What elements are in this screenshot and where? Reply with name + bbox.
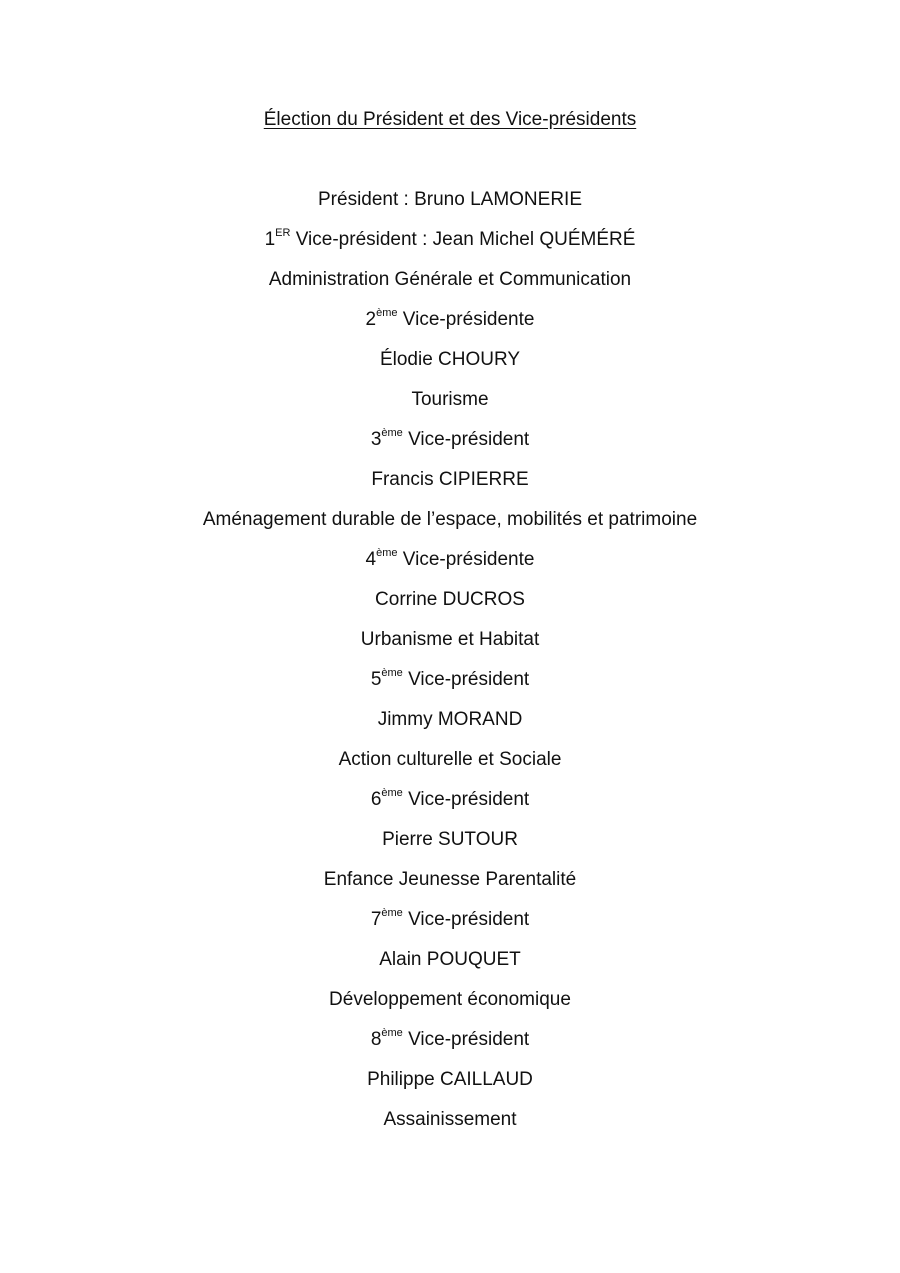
vp-2-domain: Tourisme (411, 389, 489, 410)
vp-title: Vice-président (402, 909, 530, 930)
vp-4-name: Corrine DUCROS (375, 589, 525, 610)
vp-6-title (0, 786, 900, 826)
vp-rank-number: 6 (370, 789, 382, 810)
vp-rank-number: 2 (365, 309, 377, 330)
vp-rank-suffix: ème (381, 667, 403, 679)
vp-5-title (0, 666, 900, 706)
vp-rank-suffix: ème (381, 427, 403, 439)
vp-8-name: Philippe CAILLAUD (367, 1069, 533, 1090)
vp-title: Vice-président (402, 789, 530, 810)
officials-list (0, 186, 900, 1146)
vp-5-domain: Action culturelle et Sociale (338, 749, 562, 770)
vp-7-domain: Développement économique (329, 989, 571, 1010)
vp-rank-number: 3 (370, 429, 382, 450)
vp-rank-suffix: ème (381, 787, 403, 799)
vp-rank-suffix: ème (381, 907, 403, 919)
vp-3-title (0, 426, 900, 466)
president-line: Président : Bruno LAMONERIE (318, 189, 582, 210)
vp-4-title (0, 546, 900, 586)
vp-rank-number: 7 (370, 909, 382, 930)
vp-6-domain: Enfance Jeunesse Parentalité (323, 869, 577, 890)
vp-rank-suffix: ème (381, 1027, 403, 1039)
vp-title: Vice-président (402, 669, 530, 690)
vp-3-name: Francis CIPIERRE (371, 469, 529, 490)
vp-title: Vice-présidente (397, 549, 535, 570)
page-title: Élection du Président et des Vice-présidents (263, 109, 637, 130)
vp-1-domain: Administration Générale et Communication (268, 269, 632, 290)
vp-4-domain: Urbanisme et Habitat (360, 629, 540, 650)
vp-8-title (0, 1026, 900, 1066)
vp-3-domain: Aménagement durable de l’espace, mobilités et patrimoine (202, 509, 698, 530)
vp-title-and-name: Vice-président : Jean Michel QUÉMÉRÉ (290, 229, 636, 250)
vp-rank-suffix: ème (376, 547, 398, 559)
vp-title: Vice-présidente (397, 309, 535, 330)
vp-2-title (0, 306, 900, 346)
vp-2-name: Élodie CHOURY (379, 349, 521, 370)
vp-rank-number: 1 (264, 229, 276, 250)
vp-6-name: Pierre SUTOUR (382, 829, 518, 850)
vp-8-domain: Assainissement (383, 1109, 517, 1130)
vp-rank-number: 4 (365, 549, 377, 570)
vp-1-title (0, 226, 900, 266)
vp-7-title (0, 906, 900, 946)
vp-title: Vice-président (402, 429, 530, 450)
vp-5-name: Jimmy MORAND (377, 709, 523, 730)
vp-rank-number: 5 (370, 669, 382, 690)
vp-rank-suffix: ème (376, 307, 398, 319)
vp-title: Vice-président (402, 1029, 530, 1050)
vp-7-name: Alain POUQUET (379, 949, 521, 970)
vp-rank-suffix: ER (275, 227, 291, 239)
vp-rank-number: 8 (370, 1029, 382, 1050)
